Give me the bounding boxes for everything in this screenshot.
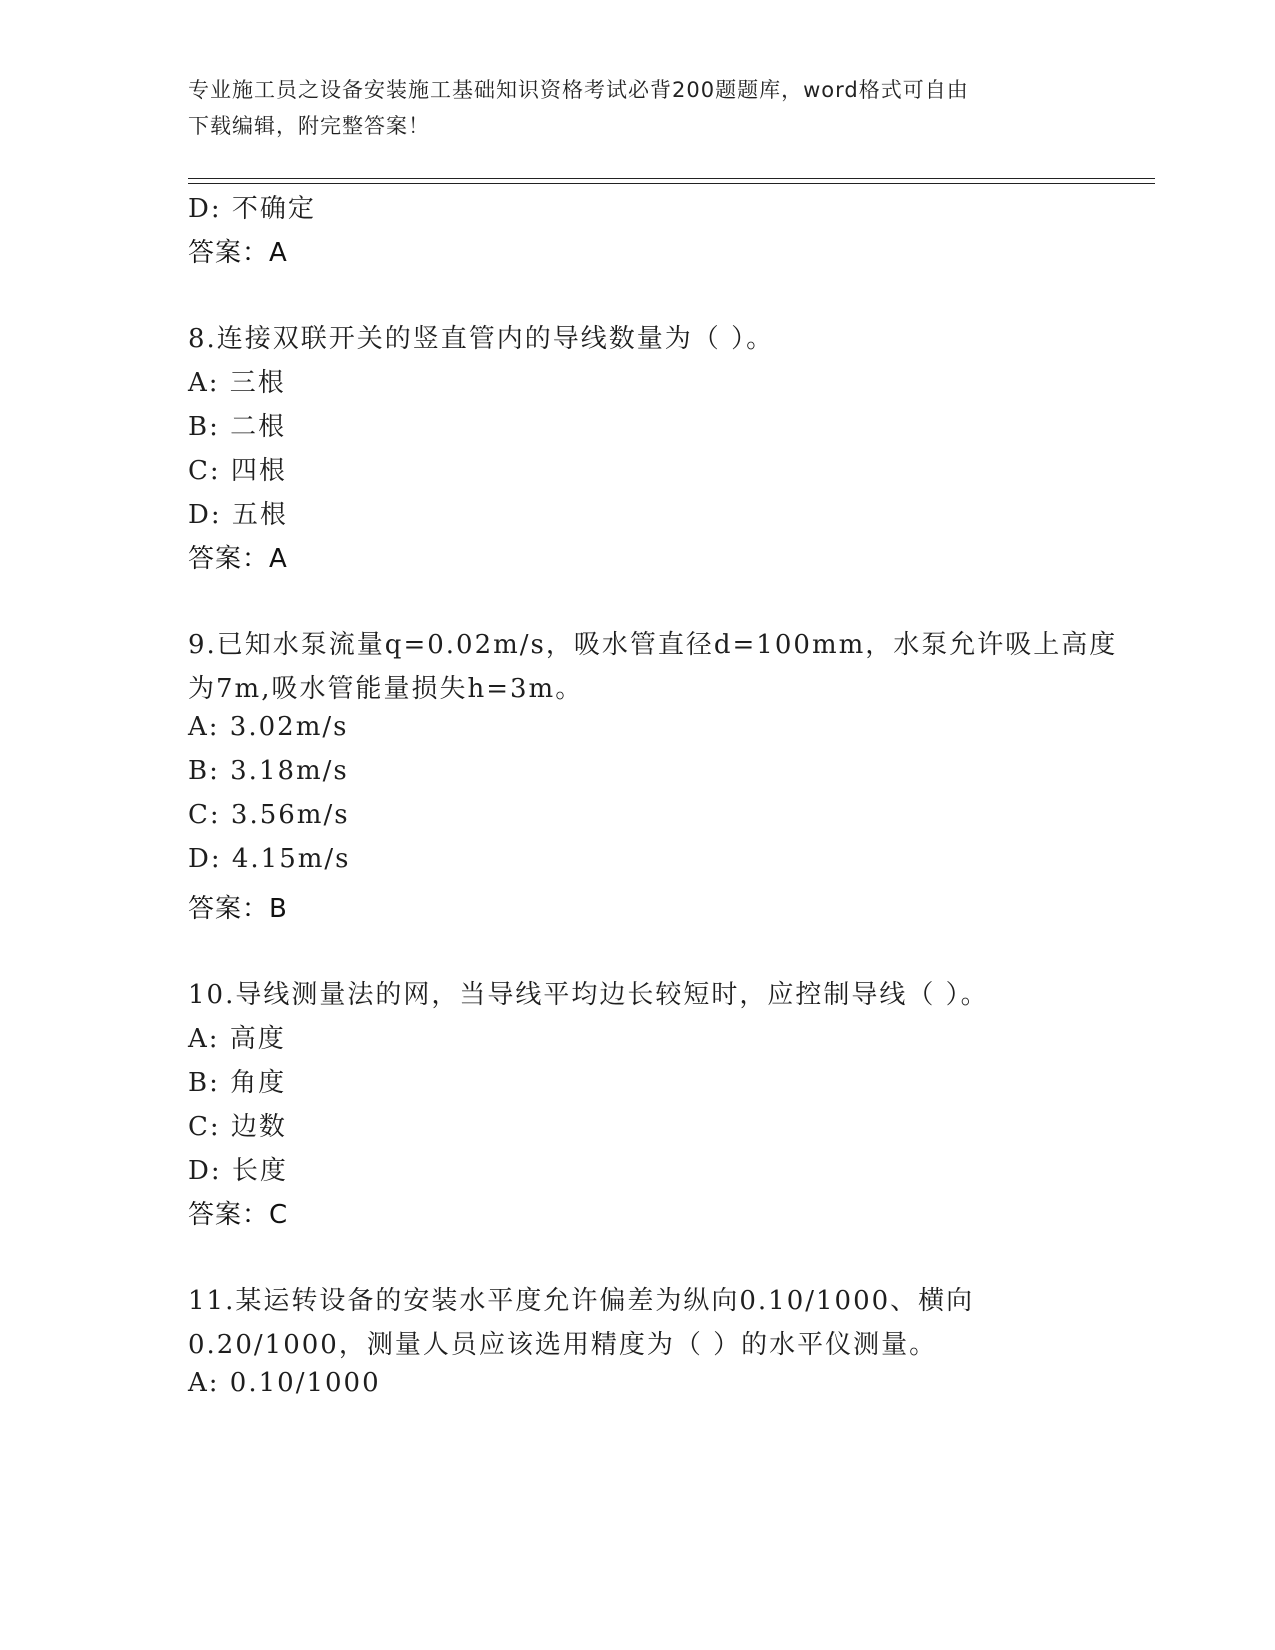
question-8-answer: 答案：A — [188, 544, 288, 574]
question-8-stem: 8.连接双联开关的竖直管内的导线数量为（ ）。 — [188, 324, 775, 354]
header-line-2: 下载编辑，附完整答案！ — [188, 114, 430, 138]
question-9-option-a: A: 3.02m/s — [188, 712, 349, 742]
question-9-option-d: D: 4.15m/s — [188, 844, 351, 874]
header-line-1: 专业施工员之设备安装施工基础知识资格考试必背200题题库，word格式可自由 — [188, 78, 969, 102]
question-10-option-c: C: 边数 — [188, 1112, 287, 1142]
question-8-option-a: A: 三根 — [188, 368, 286, 398]
question-8-option-b: B: 二根 — [188, 412, 287, 442]
question-10-answer: 答案：C — [188, 1200, 289, 1230]
header-divider-top — [188, 178, 1155, 179]
document-header — [188, 72, 1068, 144]
question-9-stem-line-2: 为7m,吸水管能量损失h=3m。 — [188, 674, 584, 704]
question-11-option-a: A: 0.10/1000 — [188, 1368, 381, 1398]
prev-answer: 答案：A — [188, 238, 288, 268]
question-9-answer: 答案：B — [188, 894, 288, 924]
question-9-option-c: C: 3.56m/s — [188, 800, 350, 830]
question-11-stem-line-2: 0.20/1000，测量人员应该选用精度为（ ）的水平仪测量。 — [188, 1330, 938, 1360]
prev-option-d: D: 不确定 — [188, 194, 316, 224]
question-8-option-d: D: 五根 — [188, 500, 288, 530]
question-11-stem-line-1: 11.某运转设备的安装水平度允许偏差为纵向0.10/1000、横向 — [188, 1286, 975, 1316]
question-9-stem-line-1: 9.已知水泵流量q=0.02m/s，吸水管直径d=100mm，水泵允许吸上高度 — [188, 630, 1118, 660]
question-10-option-b: B: 角度 — [188, 1068, 287, 1098]
question-10-stem: 10.导线测量法的网，当导线平均边长较短时，应控制导线（ ）。 — [188, 980, 989, 1010]
question-10-option-d: D: 长度 — [188, 1156, 288, 1186]
question-9-option-b: B: 3.18m/s — [188, 756, 349, 786]
question-10-option-a: A: 高度 — [188, 1024, 286, 1054]
question-8-option-c: C: 四根 — [188, 456, 287, 486]
header-divider-bottom — [188, 183, 1155, 184]
